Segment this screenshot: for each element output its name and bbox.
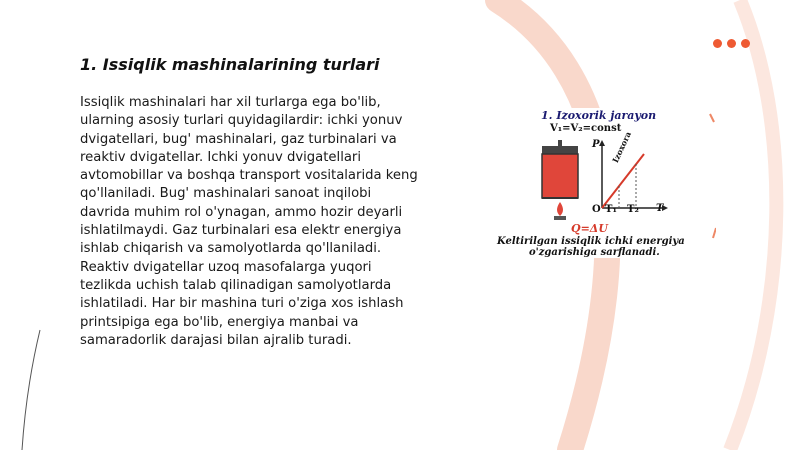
flame-icon [557, 202, 563, 216]
decor-arc-right [730, 0, 776, 450]
isochore-label: Izoxora [610, 129, 634, 165]
frame-corner [710, 114, 714, 122]
piston-rod [558, 140, 562, 148]
slide-body-text: Issiqlik mashinalari har xil turlarga ega bo'lib, ularning asosiy turlari quyidagilardir: ichki yonuv dvigatellari, bug' mashinalari, gaz turbinalari va reaktiv dvigatellar. Ichki yonuv dvigatellari avtomobillar va boshqa transport vositalarida keng qo'llaniladi. Bug' mashinalari sanoat inqilobi davrida muhim rol o'ynagan, ammo hozir deyarli ishlatilmaydi. Gaz turbinalari esa elektr energiya ishlab chiqarish va samolyotlarda qo'llaniladi. Reaktiv dvigatellar uzoq masofalarga yuqori tezlikda uchish talab qilinadigan samolyotlarda ishlatiladi. Har bir mashina turi o'ziga xos ishlash printsipiga ega bo'lib, energiya manbai va samaradorlik darajasi bilan ajralib turadi. [80, 95, 418, 348]
isochoric-process-figure [494, 108, 716, 258]
three-dots-icon[interactable] [713, 39, 750, 48]
dot [727, 39, 736, 48]
t2-label: T₂ [627, 204, 639, 215]
cylinder-liquid [542, 154, 578, 198]
formula: Q=ΔU [571, 222, 608, 235]
figure-caption-line-2: o'zgarishiga sarflanadi. [529, 247, 660, 258]
dot [713, 39, 722, 48]
axis-t-label: T [656, 203, 664, 214]
burner [554, 216, 566, 220]
frame-corner [713, 228, 716, 238]
figure-condition: V₁=V₂=const [550, 123, 622, 134]
slide-title: 1. Issiqlik mashinalarining turlari [80, 55, 380, 74]
decor-line-left [22, 330, 40, 450]
figure-caption-line-1: Keltirilgan issiqlik ichki energiya [497, 236, 685, 247]
figure-heading: 1. Izoxorik jarayon [541, 109, 657, 122]
isochore-line [602, 154, 644, 208]
origin-label: O [592, 204, 601, 215]
dot [741, 39, 750, 48]
axis-p-label: P [592, 139, 600, 150]
t1-label: T₁ [605, 204, 617, 215]
